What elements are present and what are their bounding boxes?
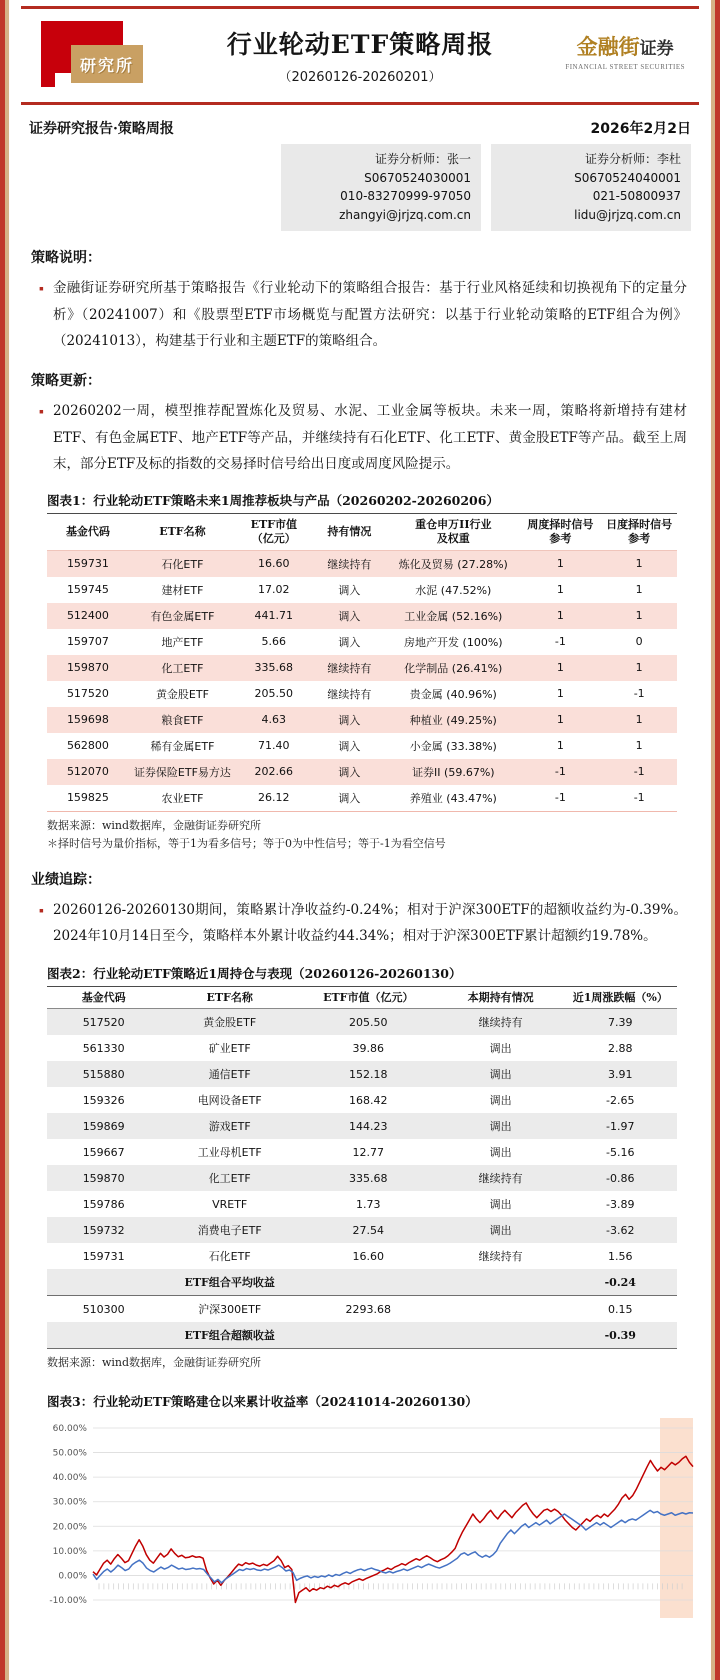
table-cell: 1 (556, 713, 564, 727)
bullet-text: 20260202一周，模型推荐配置炼化及贸易、水泥、工业金属等板块。未来一周，策略将新增持有建材ETF、有色金属ETF、地产ETF等产品，并继续持有石化ETF、化工ETF、黄金股ETF等产品。截至上周末，部分ETF及标的指数的交易择时信号给出日度或周度风险提示。 (52, 403, 687, 472)
table-cell: 有色金属ETF (150, 609, 215, 623)
table-row (47, 1217, 677, 1243)
table-cell: 441.71 (254, 609, 294, 623)
chart-y-tick-label: 10.00% (52, 1546, 87, 1557)
figure1-title: 图表1：行业轮动ETF策略未来1周推荐板块与产品（20260202-20260206） (47, 493, 499, 509)
column-header: 日度择时信号 参考 (606, 518, 673, 545)
table-header-row (47, 986, 677, 1009)
table-cell: 建材ETF (161, 583, 204, 597)
figure2-table (47, 986, 677, 1350)
bullet-dot-icon: ▪ (39, 280, 44, 297)
table-cell: 12.77 (352, 1145, 385, 1159)
column-header: 重仓申万II行业 及权重 (415, 518, 492, 545)
column-header: 持有情况 (327, 525, 372, 539)
cumulative-return-chart (41, 1418, 701, 1618)
table-row (47, 759, 677, 785)
table-cell: 159326 (82, 1093, 125, 1107)
table-cell: 1 (556, 661, 564, 675)
table-cell: -1 (554, 765, 566, 779)
table-cell: 1.56 (608, 1249, 633, 1263)
table-cell: 1 (635, 739, 643, 753)
figure2-source: 数据来源：wind数据库，金融街证券研究所 (47, 1356, 262, 1370)
table-cell: 168.42 (349, 1093, 388, 1107)
table-cell: -3.89 (606, 1197, 635, 1211)
table-cell: -1 (554, 791, 566, 805)
table-cell (438, 1296, 564, 1323)
table-cell: 1 (635, 609, 643, 623)
bullet-performance (39, 897, 699, 950)
table-cell: 202.66 (254, 765, 294, 779)
table-row (47, 785, 677, 812)
table-cell: 农业ETF (161, 791, 204, 805)
table-cell (438, 1322, 564, 1349)
table-cell: 159732 (82, 1223, 125, 1237)
table-cell: 工业母机ETF (197, 1146, 262, 1160)
table-cell: 养殖业 (43.47%) (409, 791, 497, 805)
chart-highlight-band (660, 1418, 693, 1618)
table-cell: 地产ETF (161, 635, 204, 649)
table-cell: 1 (556, 609, 564, 623)
table-cell: 房地产开发 (100%) (404, 635, 503, 649)
analyst-name: 证券分析师：李杜 (584, 152, 681, 166)
table-cell: 5.66 (261, 635, 287, 649)
table-cell: 继续持有 (327, 687, 372, 701)
section-heading-strategy-desc: 策略说明： (31, 250, 101, 267)
figure2-title: 图表2：行业轮动ETF策略近1周持仓与表现（20260126-20260130） (47, 965, 462, 981)
table-cell: 调出 (489, 1224, 512, 1238)
table-cell: 159731 (66, 557, 109, 571)
table-cell: 159869 (82, 1119, 125, 1133)
analyst-phone: 010-83270999-97050 (340, 189, 471, 204)
table-cell: 继续持有 (327, 557, 372, 571)
table-cell: 继续持有 (478, 1016, 523, 1030)
table-cell: 证券保险ETF易方达 (133, 765, 231, 779)
analyst-license: S0670524030001 (364, 170, 471, 185)
table-cell: 517520 (82, 1015, 125, 1029)
summary-label: ETF组合平均收益 (184, 1276, 275, 1290)
table-cell: 1 (556, 583, 564, 597)
table-cell: 159870 (66, 661, 109, 675)
table-cell: 电网设备ETF (197, 1094, 262, 1108)
table-cell: 化学制品 (26.41%) (404, 661, 503, 675)
table-cell: 继续持有 (478, 1172, 523, 1186)
column-header: 近1周涨跌幅（%） (572, 990, 668, 1004)
table-row (47, 1009, 677, 1036)
table-cell: 335.68 (254, 661, 294, 675)
table-cell: 矿业ETF (208, 1042, 251, 1056)
chart-x-axis-ticks (99, 1583, 682, 1589)
figure3-title: 图表3：行业轮动ETF策略建仓以来累计收益率（20241014-20260130） (47, 1393, 478, 1409)
table-cell: 调出 (489, 1120, 512, 1134)
table-cell: 335.68 (349, 1171, 388, 1185)
table-cell: 562800 (66, 739, 109, 753)
figure2-table-head (47, 986, 677, 1009)
column-header: ETF市值 （亿元） (250, 518, 297, 545)
table-cell: 化工ETF (208, 1172, 251, 1186)
report-header (21, 6, 699, 98)
table-cell: 调入 (338, 609, 361, 623)
table-cell: 159667 (82, 1145, 125, 1159)
analyst-card (281, 144, 481, 231)
table-cell: 159825 (66, 791, 109, 805)
report-kind: 证券研究报告·策略周报 (29, 121, 174, 137)
table-cell: 继续持有 (327, 661, 372, 675)
figure1-source: 数据来源：wind数据库，金融街证券研究所 (47, 818, 262, 832)
table-cell (438, 1269, 564, 1296)
figure1-table-head (47, 514, 677, 551)
column-header: 基金代码 (81, 990, 126, 1004)
figure1-table (47, 513, 677, 812)
table-cell: 26.12 (258, 791, 290, 805)
table-cell: 1 (635, 713, 643, 727)
institute-badge-label: 研究所 (71, 45, 143, 83)
brand-name-suffix: 证券 (639, 39, 674, 59)
table-cell: 27.54 (352, 1223, 385, 1237)
table-cell: 调入 (338, 583, 361, 597)
summary-label: ETF组合超额收益 (184, 1329, 275, 1343)
chart-y-tick-label: 30.00% (52, 1497, 87, 1508)
summary-value: -0.39 (604, 1328, 636, 1342)
table-cell: 512400 (66, 609, 109, 623)
chart-y-tick-label: 40.00% (52, 1473, 87, 1484)
table-row (47, 1243, 677, 1269)
brand-name-main: 金融街 (576, 34, 640, 59)
analyst-license: S0670524040001 (574, 170, 681, 185)
bullet-dot-icon: ▪ (39, 403, 44, 420)
chart-y-tick-label: -10.00% (49, 1595, 87, 1606)
summary-value: -0.24 (604, 1275, 636, 1289)
table-cell: 7.39 (608, 1015, 633, 1029)
table-cell: 化工ETF (161, 661, 204, 675)
table-row (47, 1087, 677, 1113)
chart-y-tick-label: 50.00% (52, 1448, 87, 1459)
column-header: 周度择时信号 参考 (527, 518, 594, 545)
table-cell: -2.65 (606, 1093, 635, 1107)
column-header: 本期持有情况 (467, 990, 534, 1004)
figure1-note: ＊择时信号为量价指标，等于1为看多信号；等于0为中性信号；等于-1为看空信号 (47, 837, 446, 851)
bullet-strategy-update (39, 398, 699, 477)
table-cell: 205.50 (254, 687, 294, 701)
table-cell: 17.02 (258, 583, 290, 597)
figure3-chart (41, 1418, 701, 1618)
table-cell: 水泥 (47.52%) (415, 583, 492, 597)
table-row (47, 1139, 677, 1165)
table-cell: 4.63 (261, 713, 287, 727)
table-cell: 71.40 (258, 739, 290, 753)
table-summary-row (47, 1269, 677, 1296)
table-cell: -1 (633, 791, 645, 805)
analyst-phone: 021-50800937 (592, 189, 681, 204)
table-cell: 144.23 (349, 1119, 388, 1133)
table-cell: -1 (633, 687, 645, 701)
table-cell: 1 (556, 557, 564, 571)
table-row (47, 629, 677, 655)
table-cell: 黄金股ETF (155, 687, 209, 701)
table-cell: 证券II (59.67%) (412, 765, 495, 779)
table-cell: 粮食ETF (161, 713, 204, 727)
table-cell: 石化ETF (208, 1250, 251, 1264)
table-cell: -1 (633, 765, 645, 779)
page-subtitle: （20260126-20260201） (278, 70, 442, 85)
table-cell: 小金属 (33.38%) (409, 739, 497, 753)
table-cell: 1 (635, 583, 643, 597)
table-cell: 贵金属 (40.96%) (409, 687, 497, 701)
table-cell: 561330 (82, 1041, 125, 1055)
table-cell: 调出 (489, 1146, 512, 1160)
benchmark-row (47, 1296, 677, 1323)
brand-name-cn (565, 31, 685, 61)
report-meta-bar (21, 105, 699, 144)
analyst-email[interactable]: zhangyi@jrjzq.com.cn (339, 207, 471, 222)
table-cell: 159698 (66, 713, 109, 727)
page-title: 行业轮动ETF策略周报 (226, 30, 494, 59)
table-cell: 39.86 (352, 1041, 385, 1055)
table-cell: 1 (635, 661, 643, 675)
table-cell: 调出 (489, 1198, 512, 1212)
chart-y-tick-label: 20.00% (52, 1522, 87, 1533)
table-row (47, 1191, 677, 1217)
table-cell: 1 (635, 557, 643, 571)
table-cell: 调入 (338, 739, 361, 753)
table-cell: 游戏ETF (208, 1120, 251, 1134)
report-date: 2026年2月2日 (590, 121, 691, 137)
table-cell: 调入 (338, 713, 361, 727)
table-row (47, 681, 677, 707)
table-row (47, 577, 677, 603)
column-header: ETF名称 (159, 525, 206, 539)
table-cell: 517520 (66, 687, 109, 701)
bullet-text: 金融街证券研究所基于策略报告《行业轮动下的策略组合报告：基于行业风格延续和切换视角下的定量分析》（20241007）和《股票型ETF市场概览与配置方法研究：以基于行业轮动策略的ETF组合为例》（20241013），构建基于行业和主题ETF的策略组合。 (52, 280, 687, 349)
table-cell: 黄金股ETF (203, 1016, 257, 1030)
chart-y-tick-label: 60.00% (52, 1423, 87, 1434)
table-cell: 炼化及贸易 (27.28%) (398, 557, 508, 571)
table-cell: 1 (556, 739, 564, 753)
table-cell: VRETF (212, 1197, 248, 1211)
brand-name-en: FINANCIAL STREET SECURITIES (565, 63, 685, 71)
table-cell: 调出 (489, 1068, 512, 1082)
column-header: ETF名称 (206, 990, 253, 1004)
table-cell: 0 (635, 635, 643, 649)
bullet-dot-icon: ▪ (39, 901, 44, 918)
table-cell: 继续持有 (478, 1250, 523, 1264)
table-cell: -5.16 (606, 1145, 635, 1159)
table-cell: 调出 (489, 1094, 512, 1108)
chart-series-line (93, 1456, 693, 1602)
table-cell: 159870 (82, 1171, 125, 1185)
table-cell (299, 1269, 438, 1296)
table-cell: 159731 (82, 1249, 125, 1263)
table-cell (299, 1322, 438, 1349)
table-row (47, 1113, 677, 1139)
table-cell: 稀有金属ETF (150, 739, 215, 753)
table-cell: 调入 (338, 765, 361, 779)
section-heading-performance: 业绩追踪： (31, 871, 101, 888)
analyst-card (491, 144, 691, 231)
table-cell: 调入 (338, 635, 361, 649)
table-row (47, 1035, 677, 1061)
table-cell: 通信ETF (208, 1068, 251, 1082)
chart-y-tick-label: 0.00% (58, 1571, 87, 1582)
table-cell: 1 (556, 687, 564, 701)
table-cell: 159745 (66, 583, 109, 597)
analyst-email[interactable]: lidu@jrjzq.com.cn (574, 207, 681, 222)
brand-logo (565, 31, 685, 71)
table-row (47, 550, 677, 577)
table-cell: 调出 (489, 1042, 512, 1056)
table-row (47, 603, 677, 629)
column-header: ETF市值（亿元） (323, 990, 414, 1004)
table-cell: 2293.68 (345, 1302, 392, 1316)
table-row (47, 1061, 677, 1087)
table-row (47, 655, 677, 681)
table-cell (47, 1322, 160, 1349)
table-row (47, 707, 677, 733)
table-cell: -0.86 (606, 1171, 635, 1185)
table-cell (47, 1269, 160, 1296)
table-cell: 2.88 (608, 1041, 633, 1055)
table-summary-row (47, 1322, 677, 1349)
analyst-name: 证券分析师：张一 (374, 152, 471, 166)
table-cell: 调入 (338, 791, 361, 805)
table-row (47, 1165, 677, 1191)
table-header-row (47, 514, 677, 551)
table-cell: 16.60 (258, 557, 290, 571)
table-cell: 152.18 (349, 1067, 388, 1081)
table-cell: 3.91 (608, 1067, 633, 1081)
figure1-table-body (47, 550, 677, 811)
table-cell: 1.73 (356, 1197, 381, 1211)
column-header: 基金代码 (65, 525, 110, 539)
table-cell: 205.50 (349, 1015, 388, 1029)
table-cell: 0.15 (608, 1302, 633, 1316)
table-cell: 沪深300ETF (198, 1303, 262, 1317)
table-row (47, 733, 677, 759)
table-cell: -3.62 (606, 1223, 635, 1237)
table-cell: 种植业 (49.25%) (409, 713, 497, 727)
table-cell: 512070 (66, 765, 109, 779)
table-cell: 510300 (82, 1302, 125, 1316)
bullet-strategy-desc (39, 275, 699, 354)
section-heading-strategy-update: 策略更新： (31, 373, 101, 390)
bullet-text: 20260126-20260130期间，策略累计净收益约-0.24%；相对于沪深300ETF的超额收益约为-0.39%。2024年10月14日至今，策略样本外累计收益约44.34%；相对于沪深300ETF累计超额约19.78%。 (52, 901, 687, 945)
table-cell: 石化ETF (161, 557, 204, 571)
table-cell: 159707 (66, 635, 109, 649)
table-cell: 515880 (82, 1067, 125, 1081)
table-cell: -1.97 (606, 1119, 635, 1133)
table-cell: 16.60 (352, 1249, 385, 1263)
table-cell: 消费电子ETF (197, 1224, 262, 1238)
table-cell: -1 (554, 635, 566, 649)
table-cell: 159786 (82, 1197, 125, 1211)
analyst-list (21, 144, 699, 231)
figure2-table-body (47, 1009, 677, 1349)
table-cell: 工业金属 (52.16%) (404, 609, 503, 623)
chart-series-line (93, 1510, 693, 1582)
